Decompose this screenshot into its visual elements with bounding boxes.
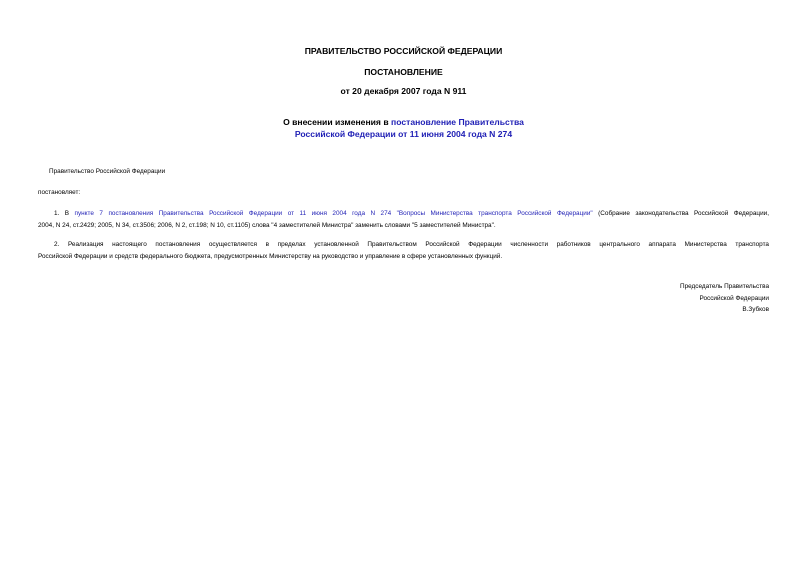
signatory-title-2: Российской Федерации (699, 294, 769, 302)
paragraph-1-lead: 1. В (53, 210, 75, 217)
paragraph-7-link[interactable]: пункте 7 постановления Правительства Российской Федерации от 11 июня 2004 года N 274 "Вопросы Министерства транспорта Российской Федерации" (74, 210, 593, 217)
resolves-text: постановляет: (38, 189, 81, 196)
paragraph-2-line-1-text: 2. Реализация настоящего постановления осуществляется в пределах установленной Правительством Российской Федерации численности работников центрального аппарата Министерства транспорта (53, 241, 769, 248)
document-type-heading: ПОСТАНОВЛЕНИЕ (364, 67, 443, 77)
signatory-title-1: Председатель Правительства (680, 283, 769, 290)
government-heading: ПРАВИТЕЛЬСТВО РОССИЙСКОЙ ФЕДЕРАЦИИ (304, 46, 503, 56)
paragraph-1 (38, 208, 769, 231)
paragraph-1-rest: (Собрание законодательства Российской Федерации, (592, 210, 769, 217)
subject-prefix: О внесении изменения в (283, 117, 391, 127)
paragraph-1-line-1 (38, 208, 769, 220)
paragraph-2-line-1 (38, 239, 769, 251)
document-date-number: от 20 декабря 2007 года N 911 (340, 86, 467, 96)
paragraph-2 (38, 239, 769, 262)
signatory-name: В.Зубков (742, 306, 769, 313)
subject-line-2 (0, 129, 807, 141)
intro-text: Правительство Российской Федерации (49, 168, 166, 175)
paragraph-1-line-2: 2004, N 24, ст.2429; 2005, N 34, ст.3506; 2006, N 2, ст.198; N 10, ст.1105) слова "4 заместителей Министра" заменить словами "5 заместителей Министра". (38, 221, 496, 229)
amended-resolution-link[interactable]: постановление Правительства (391, 117, 524, 127)
signature-block (680, 281, 769, 316)
paragraph-2-line-2: Российской Федерации и средств федерального бюджета, предусмотренных Министерству на руководство и управление в сфере установленных функций. (38, 252, 503, 260)
amended-resolution-link-cont[interactable]: Российской Федерации от 11 июня 2004 года N 274 (294, 128, 513, 139)
document-subject (0, 117, 807, 140)
subject-line-1 (0, 117, 807, 129)
